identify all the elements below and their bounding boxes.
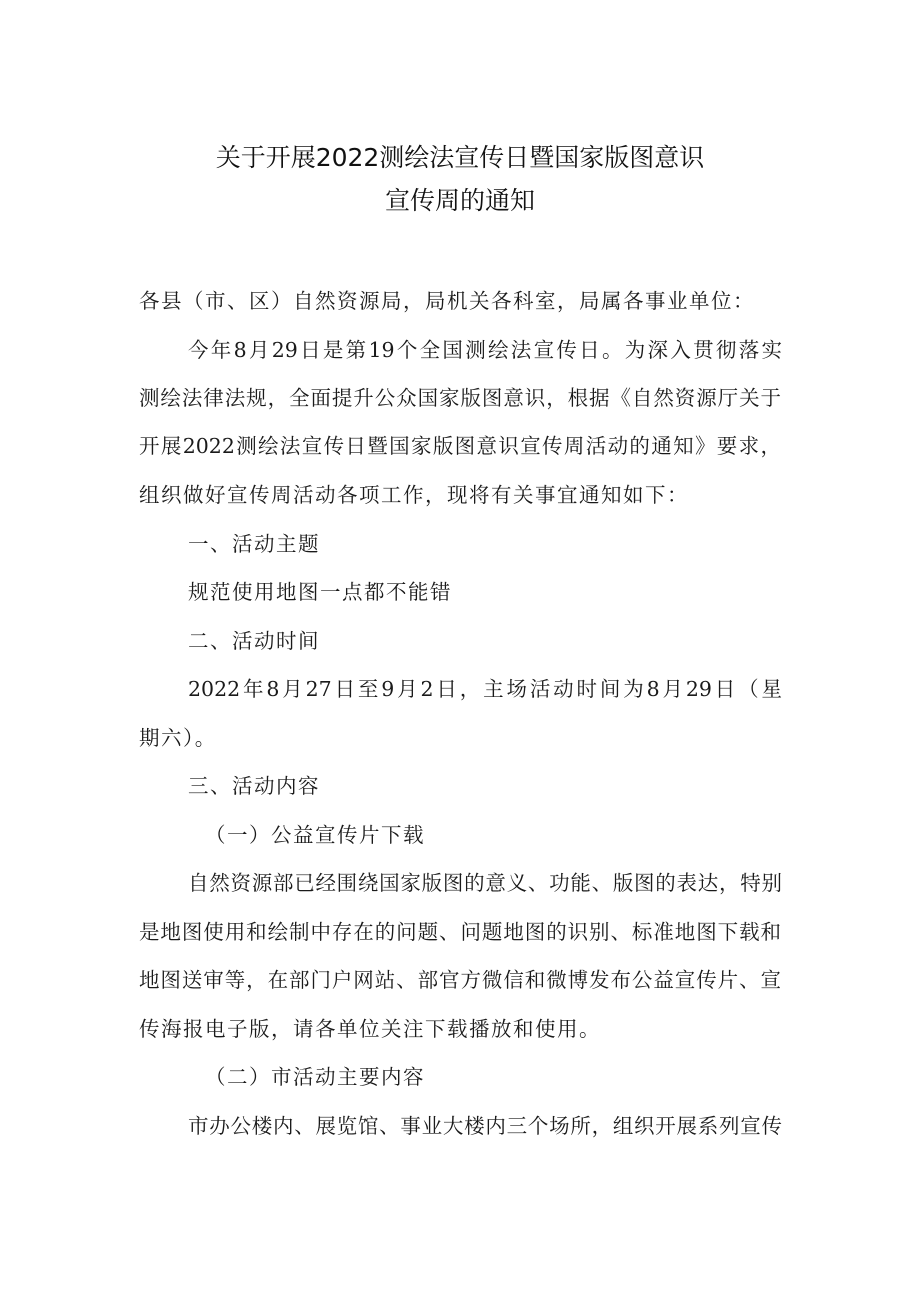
intro-line-3: 开展2022测绘法宣传日暨国家版图意识宣传周活动的通知》要求， [139, 434, 781, 458]
intro-line-1: 今年8月29日是第19个全国测绘法宣传日。为深入贯彻落实 [188, 338, 782, 362]
subsection-1-line-2: 是地图使用和绘制中存在的问题、问题地图的识别、标准地图下载和 [139, 920, 781, 944]
subsection-1-line-1: 自然资源部已经围绕国家版图的意义、功能、版图的表达，特别 [188, 871, 782, 895]
section-2-heading: 二、活动时间 [188, 629, 320, 653]
subsection-1-line-4: 传海报电子版，请各单位关注下载播放和使用。 [139, 1017, 601, 1041]
salutation: 各县（市、区）自然资源局，局机关各科室，局属各事业单位： [139, 289, 755, 313]
section-2-body-line-1: 2022年8月27日至9月2日，主场活动时间为8月29日（星 [188, 677, 782, 701]
subsection-2-heading: （二）市活动主要内容 [205, 1065, 425, 1089]
subsection-1-line-3: 地图送审等，在部门户网站、部官方微信和微博发布公益宣传片、宣 [139, 968, 781, 992]
section-2-body-line-2: 期六）。 [139, 726, 217, 750]
section-3-heading: 三、活动内容 [188, 774, 320, 798]
intro-line-2: 测绘法律法规，全面提升公众国家版图意识，根据《自然资源厅关于 [139, 386, 781, 410]
document-title-line-2: 宣传周的通知 [384, 186, 535, 215]
subsection-1-heading: （一）公益宣传片下载 [205, 823, 425, 847]
document-title-line-1: 关于开展2022测绘法宣传日暨国家版图意识 [215, 143, 705, 172]
section-1-body: 规范使用地图一点都不能错 [188, 580, 452, 604]
subsection-2-line-1: 市办公楼内、展览馆、事业大楼内三个场所，组织开展系列宣传 [188, 1114, 782, 1138]
section-1-heading: 一、活动主题 [188, 532, 320, 556]
intro-line-4: 组织做好宣传周活动各项工作，现将有关事宜通知如下： [139, 483, 689, 507]
